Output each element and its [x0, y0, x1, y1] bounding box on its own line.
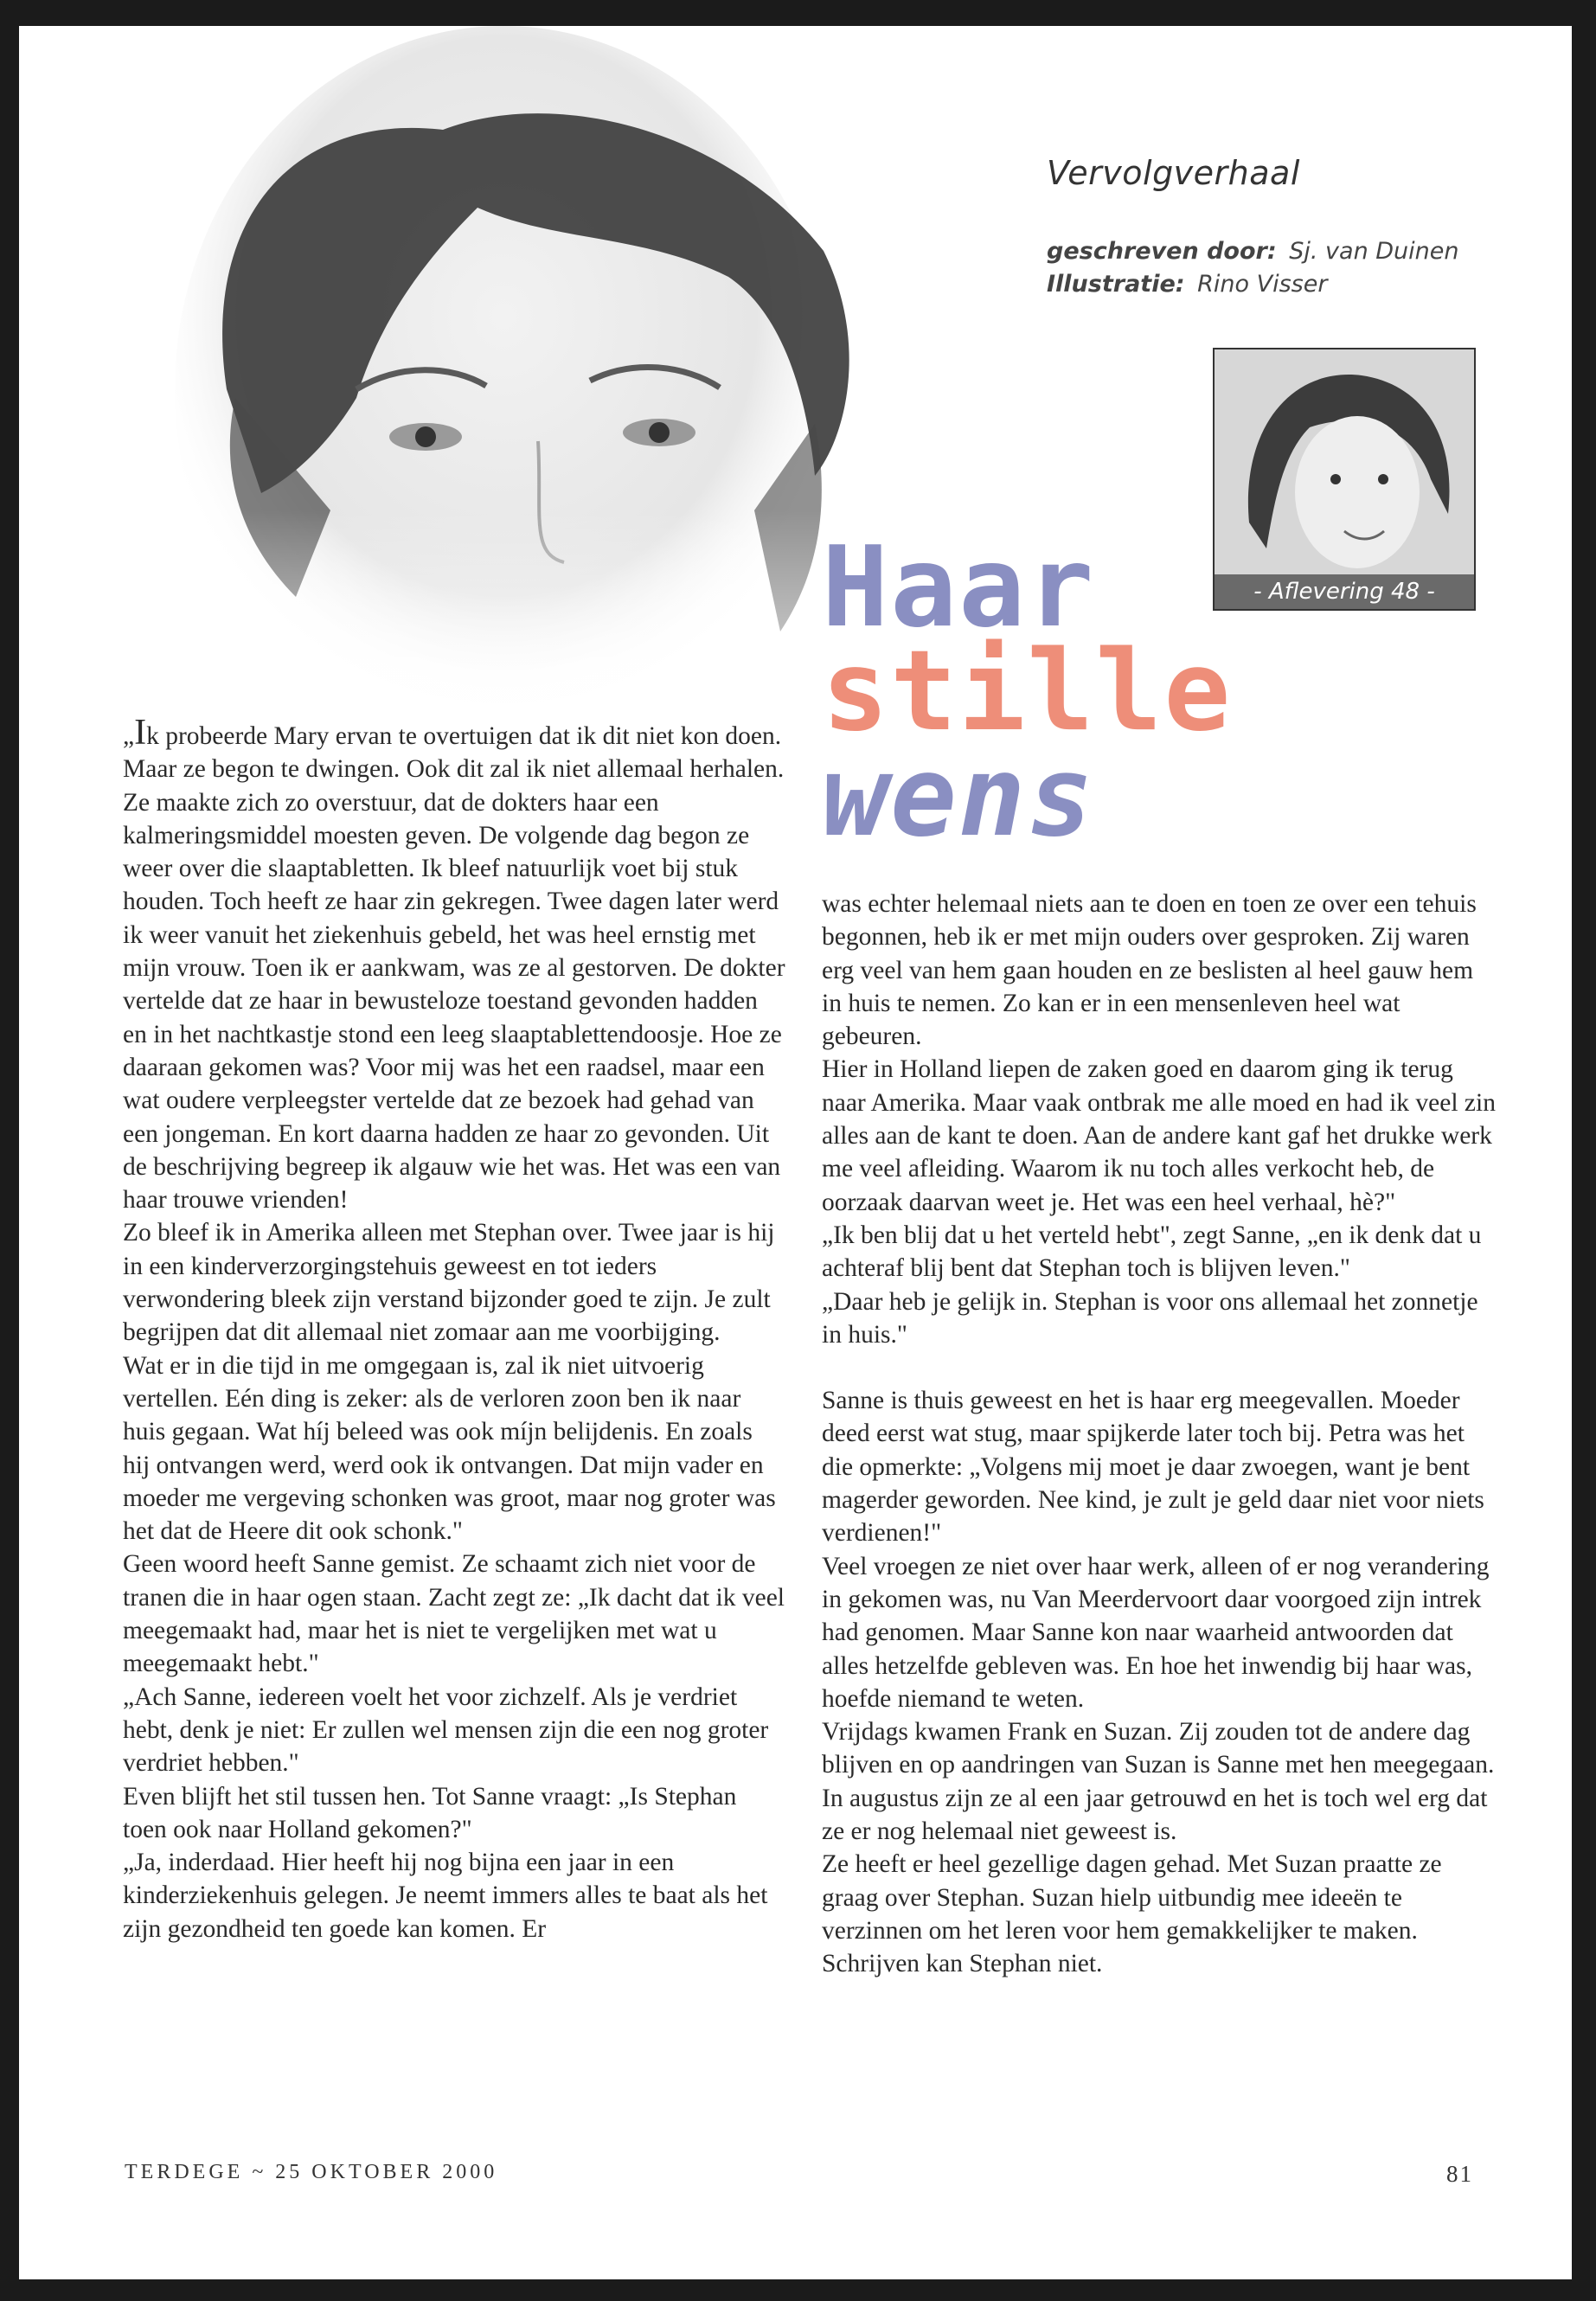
section-label: Vervolgverhaal: [1047, 154, 1300, 192]
paragraph: Geen woord heeft Sanne gemist. Ze schaamt zich niet voor de tranen die in haar ogen staan. Zacht zegt ze: „Ik dacht dat ik veel meegemaakt had, maar het is niet te vergelijken met wat u meegemaakt hebt.": [123, 1550, 785, 1678]
paragraph: „Daar heb je gelijk in. Stephan is voor ons allemaal het zonnetje in huis.": [822, 1287, 1478, 1349]
illustrator-name: Rino Visser: [1197, 271, 1328, 298]
author-label: geschreven door:: [1047, 238, 1277, 265]
article-header: [1047, 154, 1459, 301]
opening-quote-mark: „: [123, 722, 135, 750]
right-column: [822, 888, 1497, 1981]
left-column: [123, 713, 785, 1945]
opening-text: k probeerde Mary ervan te overtuigen dat ik dit niet kon doen. Maar ze begon te dwingen. Ook dit zal ik niet allemaal herhalen. Ze maakte zich zo overstuur, dat de dokters haar een kalmeringsmiddel moesten geven. De volgende dag begon ze weer over die slaaptabletten. Ik bleef natuurlijk voet bij stuk houden. Toch heeft ze haar zin gekregen. Twee dagen later werd ik weer vanuit het ziekenhuis gebeld, het was heel ernstig met mijn vrouw. Toen ik er aankwam, was ze al gestorven. De dokter vertelde dat ze haar in bewusteloze toestand gevonden hadden en in het nachtkastje stond een leeg slaaptablettendoosje. Hoe ze daaraan gekomen was? Voor mij was het een raadsel, maar een wat oudere verpleegster vertelde dat ze bezoek had gehad van een jongeman. En kort daarna hadden ze haar zo gevonden. Uit de beschrijving begreep ik algauw wie het was. Het was een van haar trouwe vrienden!: [123, 722, 785, 1215]
paragraph: Wat er in die tijd in me omgegaan is, zal ik niet uitvoerig vertellen. Eén ding is zeker: als de verloren zoon ben ik naar huis gegaan. Wat híj beleed was ook míjn belijdenis. En zoals hij ontvangen werd, werd ook ik ontvangen. Dat mijn vader en moeder me vergeving schonken was groot, maar nog groter was het dat de Heere dit ook schonk.": [123, 1351, 776, 1546]
publication-footer: TERDEGE ~ 25 OKTOBER 2000: [125, 2161, 498, 2183]
author-name: Sj. van Duinen: [1289, 238, 1459, 265]
section-break: [822, 1351, 1497, 1384]
illustrator-credit: [1047, 268, 1459, 301]
episode-thumbnail: [1213, 348, 1476, 611]
page-number: 81: [1446, 2161, 1473, 2187]
paragraph: was echter helemaal niets aan te doen en toen ze over een tehuis begonnen, heb ik er met mijn ouders over gesproken. Zij waren erg veel van hem gaan houden en ze beslisten al heel gauw hem in huis te nemen. Zo kan er in een mensenleven heel wat gebeuren.: [822, 890, 1477, 1051]
portrait-illustration: [71, 26, 901, 804]
paragraph: Vrijdags kwamen Frank en Suzan. Zij zouden tot de andere dag blijven en op aandringen van Suzan is Sanne met hen meegegaan. In augustus zijn ze al een jaar getrouwd en het is toch wel erg dat ze er nog helemaal niet geweest is.: [822, 1718, 1495, 1846]
author-credit: [1047, 235, 1459, 268]
paragraph: Zo bleef ik in Amerika alleen met Stephan over. Twee jaar is hij in een kinderverzorgingstehuis geweest en tot ieders verwondering bleek zijn verstand bijzonder goed te zijn. Je zult begrijpen dat dit allemaal niet zomaar aan me voorbijging.: [123, 1219, 775, 1347]
magazine-page: [19, 26, 1572, 2279]
title-line-3: wens: [822, 733, 1096, 862]
opening-paragraph: [123, 713, 785, 1216]
paragraph: „Ik ben blij dat u het verteld hebt", zegt Sanne, „en ik denk dat u achteraf blij bent dat Stephan toch is blijven leven.": [822, 1221, 1482, 1283]
title-line-2: stille: [822, 627, 1233, 756]
paragraph: Veel vroegen ze niet over haar werk, alleen of er nog verandering in gekomen was, nu Van Meerdervoort daar voorgoed zijn intrek had genomen. Maar Sanne kon naar waarheid antwoorden dat alles hetzelfde gebleven was. En hoe het inwendig bij haar was, hoefde niemand te weten.: [822, 1552, 1490, 1713]
title-line-1: Haar: [822, 523, 1096, 652]
paragraph: Ze heeft er heel gezellige dagen gehad. Met Suzan praatte ze graag over Stephan. Suzan hielp uitbundig mee ideeën te verzinnen om het leren voor hem gemakkelijker te maken. Schrijven kan Stephan niet.: [822, 1850, 1442, 1978]
paragraph: Hier in Holland liepen de zaken goed en daarom ging ik terug naar Amerika. Maar vaak ontbrak me alle moed en had ik veel zin alles aan de kant te doen. Aan de andere kant gaf het drukke werk me veel afleiding. Waarom ik nu toch alles verkocht heb, de oorzaak daarvan weet je. Het was een heel verhaal, hè?": [822, 1055, 1496, 1216]
drop-cap: I: [134, 713, 147, 753]
thumbnail-portrait: [1215, 349, 1474, 609]
paragraph: „Ach Sanne, iedereen voelt het voor zichzelf. Als je verdriet hebt, denk je niet: Er zullen wel mensen zijn die een nog groter verdriet hebben.": [123, 1682, 769, 1778]
paragraph: Even blijft het stil tussen hen. Tot Sanne vraagt: „Is Stephan toen ook naar Holland gekomen?": [123, 1782, 737, 1843]
credits: [1047, 235, 1459, 301]
episode-label: - Aflevering 48 -: [1215, 574, 1474, 609]
illustrator-label: Illustratie:: [1047, 271, 1185, 298]
paragraph: „Ja, inderdaad. Hier heeft hij nog bijna een jaar in een kinderziekenhuis gelegen. Je neemt immers alles te baat als het zijn gezondheid ten goede kan komen. Er: [123, 1849, 768, 1943]
paragraph: Sanne is thuis geweest en het is haar erg meegevallen. Moeder deed eerst wat stug, maar spijkerde later toch bij. Petra was het die opmerkte: „Volgens mij moet je daar zwoegen, want je bent magerder geworden. Nee kind, je zult je geld daar niet voor niets verdienen!": [822, 1387, 1484, 1548]
